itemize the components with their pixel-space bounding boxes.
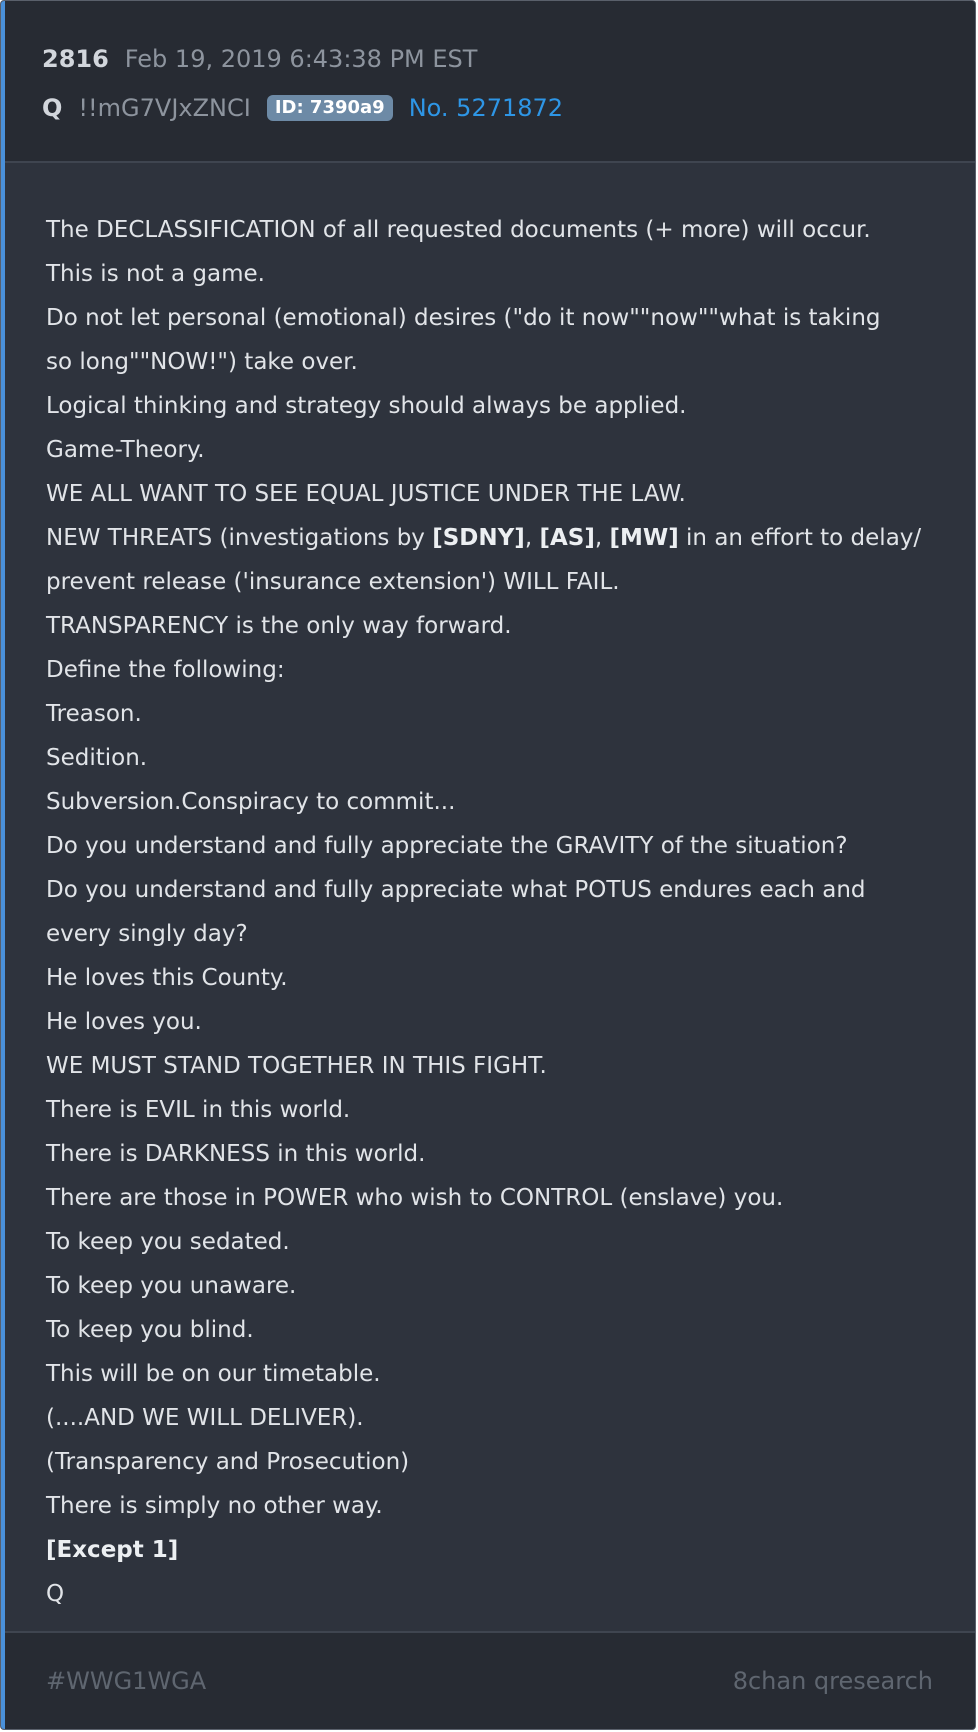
post-line: (Transparency and Prosecution) bbox=[46, 1449, 410, 1475]
hashtag: #WWG1WGA bbox=[46, 1667, 207, 1695]
post-header bbox=[1, 1, 975, 163]
post-meta-row bbox=[42, 45, 477, 81]
post-line: Do not let personal (emotional) desires ("do it now""now""what is taking bbox=[46, 305, 881, 331]
author-name: Q bbox=[42, 94, 63, 122]
post-line: (....AND WE WILL DELIVER). bbox=[46, 1405, 364, 1431]
post-line: every singly day? bbox=[46, 921, 248, 947]
post-line: Q bbox=[46, 1581, 65, 1607]
post-line: so long""NOW!") take over. bbox=[46, 349, 358, 375]
post-line: There is simply no other way. bbox=[46, 1493, 383, 1519]
post-line: TRANSPARENCY is the only way forward. bbox=[46, 613, 512, 639]
post-line: He loves you. bbox=[46, 1009, 202, 1035]
source-label: 8chan qresearch bbox=[732, 1667, 933, 1695]
text-segment: , bbox=[524, 525, 540, 551]
post-line: To keep you sedated. bbox=[46, 1229, 290, 1255]
post-line: Logical thinking and strategy should always be applied. bbox=[46, 393, 687, 419]
post-line: Treason. bbox=[46, 701, 142, 727]
text-segment: NEW THREATS (investigations by bbox=[46, 525, 433, 551]
post-line: WE ALL WANT TO SEE EQUAL JUSTICE UNDER THE LAW. bbox=[46, 481, 686, 507]
post-line bbox=[46, 1528, 945, 1572]
post-line: Define the following: bbox=[46, 657, 285, 683]
post-line: To keep you blind. bbox=[46, 1317, 254, 1343]
post-line: Sedition. bbox=[46, 745, 148, 771]
post-author-row bbox=[42, 90, 563, 126]
post-line bbox=[46, 516, 945, 560]
post-line: The DECLASSIFICATION of all requested documents (+ more) will occur. bbox=[46, 217, 871, 243]
post-number: 2816 bbox=[42, 45, 109, 73]
post-line: Subversion.Conspiracy to commit... bbox=[46, 789, 456, 815]
bold-segment: [Except 1] bbox=[46, 1537, 179, 1563]
post-line: There are those in POWER who wish to CONTROL (enslave) you. bbox=[46, 1185, 784, 1211]
post-body bbox=[46, 208, 945, 1616]
post-number-link[interactable]: No. 5271872 bbox=[408, 94, 564, 122]
text-segment: in an effort to delay/ bbox=[678, 525, 922, 551]
bold-segment: [AS] bbox=[539, 525, 595, 551]
tripcode: !!mG7VJxZNCI bbox=[78, 94, 251, 122]
post-line: Do you understand and fully appreciate the GRAVITY of the situation? bbox=[46, 833, 848, 859]
post-line: He loves this County. bbox=[46, 965, 288, 991]
post-timestamp: Feb 19, 2019 6:43:38 PM EST bbox=[124, 45, 478, 73]
post-line: This will be on our timetable. bbox=[46, 1361, 381, 1387]
post-line: There is DARKNESS in this world. bbox=[46, 1141, 426, 1167]
post-line: Do you understand and fully appreciate what POTUS endures each and bbox=[46, 877, 866, 903]
post-line: WE MUST STAND TOGETHER IN THIS FIGHT. bbox=[46, 1053, 547, 1079]
post-line: Game-Theory. bbox=[46, 437, 205, 463]
post-footer bbox=[1, 1631, 975, 1729]
post-line: To keep you unaware. bbox=[46, 1273, 297, 1299]
text-segment: , bbox=[594, 525, 610, 551]
bold-segment: [SDNY] bbox=[432, 525, 525, 551]
post-line: This is not a game. bbox=[46, 261, 265, 287]
post-line: prevent release ('insurance extension') WILL FAIL. bbox=[46, 569, 620, 595]
post-line: There is EVIL in this world. bbox=[46, 1097, 351, 1123]
poster-id-badge: ID: 7390a9 bbox=[267, 95, 393, 121]
bold-segment: [MW] bbox=[609, 525, 679, 551]
